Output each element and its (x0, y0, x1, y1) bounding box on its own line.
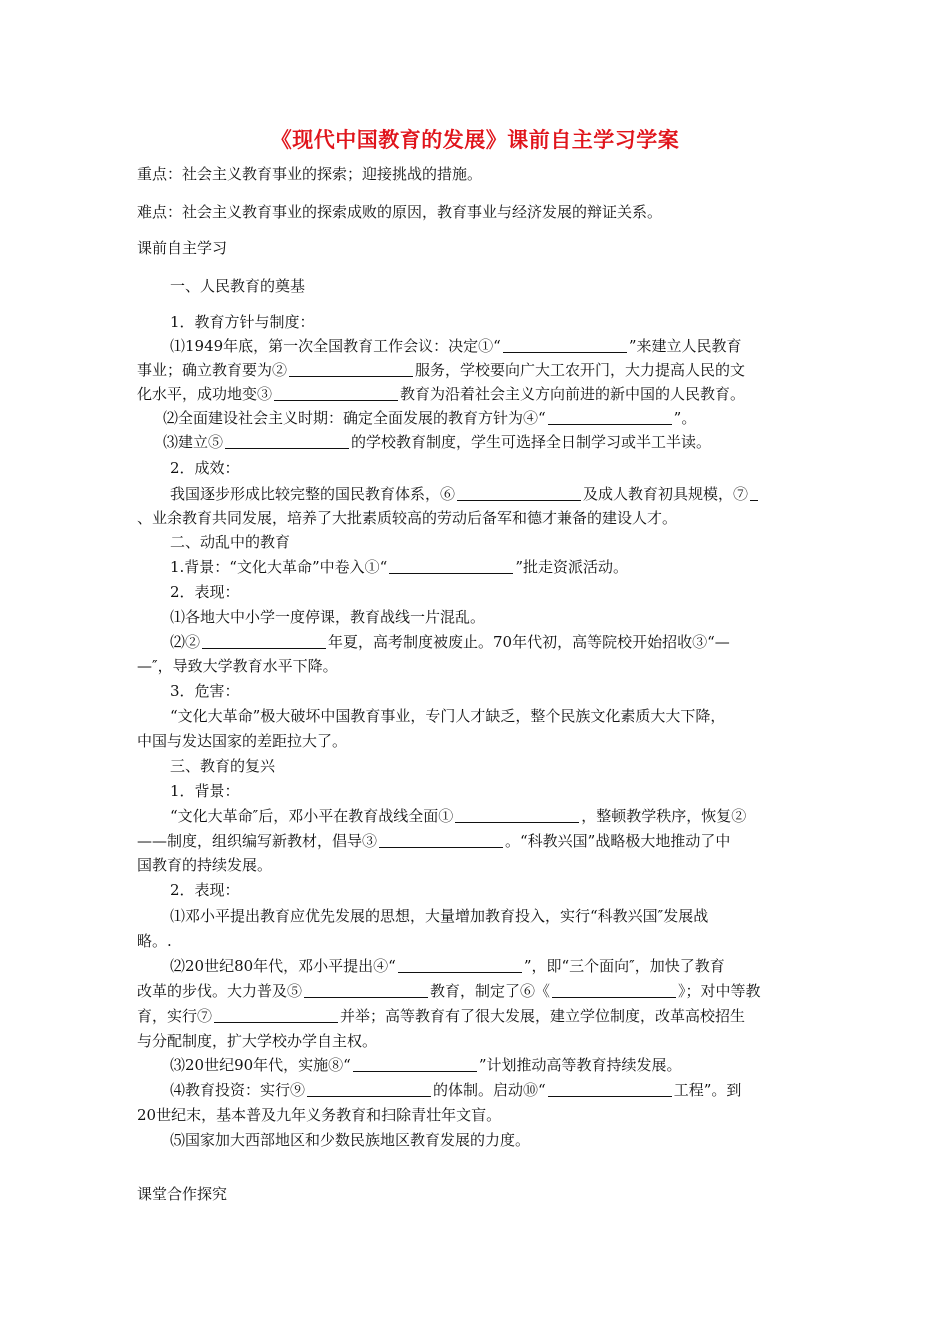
part3-p3-line3 (137, 1006, 745, 1026)
part3-p1-line2 (137, 831, 730, 851)
text: ⑵② (170, 633, 201, 651)
text: 我国逐步形成比较完整的国民教育体系，⑥ (170, 485, 456, 503)
part1-p4-line1 (170, 484, 760, 504)
part1-p4-line2: 、业余教育共同发展，培养了大批素质较高的劳动后备军和德才兼备的建设人才。 (137, 509, 678, 527)
part3-p5-line1 (170, 1080, 741, 1100)
text: 工程”。到 (673, 1081, 742, 1099)
part2-p4-line1: “文化大革命”极大破坏中国教育事业，专门人才缺乏，整个民族文化素质大大下降， (170, 707, 726, 725)
text: ”。 (673, 409, 697, 427)
part1-p3 (163, 432, 711, 452)
part2-p1 (170, 557, 628, 577)
text: 教育，制定了⑥《 (430, 982, 551, 1000)
text: ⑵20世纪80年代，邓小平提出④“ (170, 957, 396, 975)
part1-p1-line2 (137, 360, 745, 380)
part3-p3-line4: 与分配制度，扩大学校办学自主权。 (137, 1032, 378, 1050)
text: ⑷教育投资：实行⑨ (170, 1081, 306, 1099)
part3-sub1: 1．背景： (170, 782, 240, 800)
blank-field[interactable] (353, 1055, 477, 1072)
blank-field[interactable] (457, 484, 581, 501)
text: ”计划推动高等教育持续发展。 (478, 1056, 682, 1074)
text: 》；对中等教 (678, 982, 761, 1000)
part3-p1-line3: 国教育的持续发展。 (137, 856, 273, 874)
text: 育，实行⑦ (137, 1007, 213, 1025)
blank-field[interactable] (202, 632, 326, 649)
blank-field[interactable] (389, 557, 513, 574)
text: “文化大革命″后，邓小平在教育战线全面① (170, 807, 454, 825)
blank-field[interactable] (750, 484, 758, 501)
text: 的体制。启动⑩“ (433, 1081, 546, 1099)
blank-field[interactable] (304, 981, 428, 998)
part3-heading: 三、教育的复兴 (170, 757, 276, 775)
text: ”批走资派活动。 (515, 558, 628, 576)
part3-p2-line1: ⑴邓小平提出教育应优先发展的思想，大量增加教育投入，实行“科教兴国″发展战 (170, 907, 709, 925)
text: 教育为沿着社会主义方向前进的新中国的人民教育。 (400, 385, 746, 403)
part2-sub3: 3．危害： (170, 682, 240, 700)
text: 化水平，成功地变③ (137, 385, 273, 403)
text: ——制度，组织编写新教材，倡导③ (137, 832, 378, 850)
text: 服务，学校要向广大工农开门，大力提高人民的文 (415, 361, 746, 379)
text: 的学校教育制度，学生可选择全日制学习或半工半读。 (351, 433, 712, 451)
part2-p3-line1 (170, 632, 730, 652)
blank-field[interactable] (379, 831, 503, 848)
part1-sub2: 2．成效： (170, 459, 240, 477)
blank-field[interactable] (548, 408, 672, 425)
part3-p6: ⑸国家加大西部地区和少数民族地区教育发展的力度。 (170, 1131, 531, 1149)
text: 。“科教兴国”战略极大地推动了中 (505, 832, 731, 850)
part3-sub2: 2．表现： (170, 881, 240, 899)
text: ⑶建立⑤ (163, 433, 224, 451)
text: ⑵全面建设社会主义时期：确定全面发展的教育方针为④“ (163, 409, 546, 427)
blank-field[interactable] (398, 956, 522, 973)
blank-field[interactable] (307, 1080, 431, 1097)
part1-sub1: 1．教育方针与制度： (170, 313, 315, 331)
blank-field[interactable] (548, 1080, 672, 1097)
part2-p3-line2: —″，导致大学教育水平下降。 (137, 657, 338, 675)
part1-p2 (163, 408, 696, 428)
part3-p3-line2 (137, 981, 761, 1001)
part2-p2: ⑴各地大中小学一度停课，教育战线一片混乱。 (170, 608, 486, 626)
blank-field[interactable] (455, 806, 579, 823)
text: ⑶20世纪90年代，实施⑧“ (170, 1056, 351, 1074)
text: 年夏，高考制度被废止。70年代初，高等院校开始招收③“— (328, 633, 730, 651)
text: 事业；确立教育要为② (137, 361, 288, 379)
blank-field[interactable] (214, 1006, 338, 1023)
part3-p5-line2: 20世纪末，基本普及九年义务教育和扫除青壮年文盲。 (137, 1106, 502, 1124)
part3-p3-line1 (170, 956, 725, 976)
part2-heading: 二、动乱中的教育 (170, 533, 291, 551)
section-classroom-heading: 课堂合作探究 (137, 1185, 228, 1203)
section-prestudy-heading: 课前自主学习 (137, 239, 228, 257)
blank-field[interactable] (274, 384, 398, 401)
part1-p1-line3 (137, 384, 745, 404)
text: 并举；高等教育有了很大发展，建立学位制度，改革高校招生 (340, 1007, 746, 1025)
text: ”来建立人民教育 (628, 337, 742, 355)
blank-field[interactable] (289, 360, 413, 377)
document-title: 《现代中国教育的发展》课前自主学习学案 (270, 128, 680, 152)
part2-p4-line2: 中国与发达国家的差距拉大了。 (137, 732, 348, 750)
key-point: 重点：社会主义教育事业的探索；迎接挑战的措施。 (137, 165, 483, 183)
text: 及成人教育初具规模，⑦ (583, 485, 749, 503)
difficult-point: 难点：社会主义教育事业的探索成败的原因，教育事业与经济发展的辩证关系。 (137, 203, 663, 221)
text: 1.背景：“文化大革命”中卷入①“ (170, 558, 388, 576)
part3-p1-line1 (170, 806, 746, 826)
text: 改革的步伐。大力普及⑤ (137, 982, 303, 1000)
blank-field[interactable] (225, 432, 349, 449)
part3-p4 (170, 1055, 682, 1075)
part1-p1-line1 (170, 336, 742, 356)
text: ”，即“三个面向″，加快了教育 (523, 957, 725, 975)
blank-field[interactable] (552, 981, 676, 998)
part1-heading: 一、人民教育的奠基 (170, 277, 306, 295)
blank-field[interactable] (503, 336, 627, 353)
part3-p2-line2: 略。. (137, 932, 172, 950)
text: ⑴1949年底，第一次全国教育工作会议：决定①“ (170, 337, 501, 355)
text: ，整顿教学秩序，恢复② (581, 807, 747, 825)
part2-sub2: 2．表现： (170, 583, 240, 601)
